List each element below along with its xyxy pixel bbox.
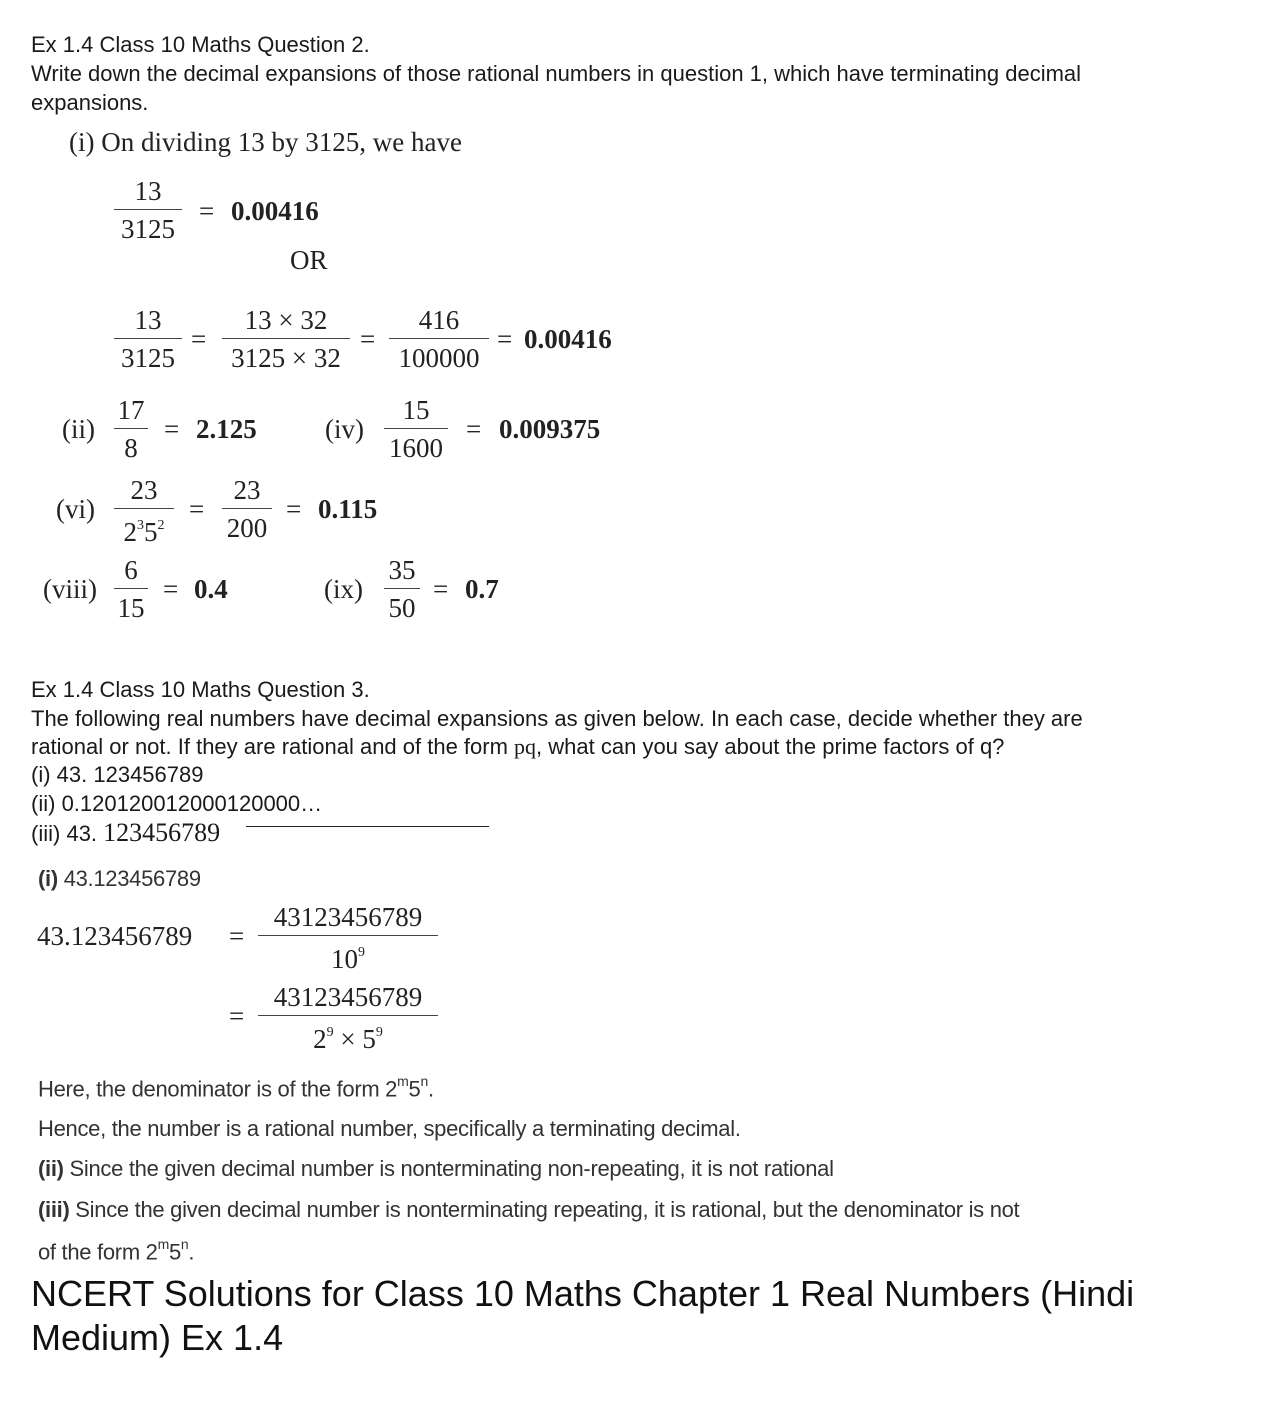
equals-sign: =: [229, 1001, 245, 1031]
equals-sign: =: [497, 324, 513, 354]
q3-solution-part-iii-line2: of the form 2$^m$5$^n$.: [38, 1236, 195, 1265]
q2-chain-result: 0.00416: [524, 324, 612, 354]
q3-heading: Ex 1.4 Class 10 Maths Question 3.: [31, 677, 370, 702]
fraction-17-8: 17 8: [114, 395, 148, 463]
footer-heading-line2: Medium) Ex 1.4: [31, 1317, 284, 1358]
pq-notation: pq: [514, 734, 537, 759]
fraction-43123456789-2pow9-5pow9: 43123456789 $2^9 \times 5^9$: [258, 982, 438, 1054]
chain-fraction-2: 13 × 32 3125 × 32: [222, 305, 350, 373]
q2-part-i-result: 0.00416: [231, 196, 319, 226]
fraction-23-200: 23 200: [222, 475, 272, 543]
q2-part-viii-result: 0.4: [194, 574, 228, 604]
q2-heading: Ex 1.4 Class 10 Maths Question 2.: [31, 32, 370, 57]
equals-sign: =: [433, 574, 449, 604]
equals-sign: =: [163, 574, 179, 604]
q3-solution-line2: Hence, the number is a rational number, specifically a terminating decimal.: [38, 1116, 741, 1141]
q3-question-line1: The following real numbers have decimal expansions as given below. In each case, decide whether they are: [31, 706, 1083, 731]
q3-solution-part-i: (i) 43.123456789: [38, 866, 201, 891]
q3-item-iii: (iii) 43. 123456789: [31, 818, 221, 847]
equals-sign: =: [286, 494, 302, 524]
fraction-15-1600: 15 1600: [384, 395, 448, 463]
q3-solution-part-iii: (iii) Since the given decimal number is nonterminating repeating, it is rational, but the denominator is not: [38, 1197, 1020, 1222]
fraction-43123456789-10pow9: 43123456789 $10^9$: [258, 902, 438, 974]
repeating-overline: [246, 826, 489, 827]
q3-solution-line1: Here, the denominator is of the form 2$^m$5$^n$.: [38, 1073, 434, 1102]
fraction-35-50: 35 50: [384, 555, 420, 623]
q2-part-vi-label: (vi): [56, 494, 95, 524]
equals-sign: =: [189, 494, 205, 524]
chain-fraction-1: 13 3125: [114, 305, 182, 373]
q3-item-i: (i) 43. 123456789: [31, 762, 204, 787]
q2-part-iv-result: 0.009375: [499, 414, 601, 444]
q2-part-vi-result: 0.115: [318, 494, 378, 524]
q2-part-iv-label: (iv): [325, 414, 364, 444]
q3-question-line2: rational or not. If they are rational and of the form pq, what can you say about the prime factors of q?: [31, 734, 1005, 759]
q3-lhs: 43.123456789: [37, 921, 193, 951]
q2-question-line1: Write down the decimal expansions of those rational numbers in question 1, which have terminating decimal: [31, 61, 1082, 86]
fraction-23-2cubed5squared: 23 $2^35^2$: [114, 475, 174, 547]
equals-sign: =: [199, 196, 215, 226]
chain-fraction-3: 416 100000: [389, 305, 489, 373]
q2-part-i-intro: (i) On dividing 13 by 3125, we have: [69, 127, 462, 157]
q2-question-line2: expansions.: [31, 90, 149, 115]
q3-solution-part-ii: (ii) Since the given decimal number is nonterminating non-repeating, it is not rational: [38, 1156, 834, 1181]
footer-heading-line1: NCERT Solutions for Class 10 Maths Chapter 1 Real Numbers (Hindi: [31, 1273, 1135, 1314]
q2-part-viii-label: (viii): [43, 574, 97, 604]
equals-sign: =: [164, 414, 180, 444]
equals-sign: =: [191, 324, 207, 354]
fraction-6-15: 6 15: [114, 555, 148, 623]
q2-part-ix-result: 0.7: [465, 574, 499, 604]
equals-sign: =: [466, 414, 482, 444]
or-label: OR: [290, 245, 328, 275]
q2-part-ii-label: (ii): [62, 414, 95, 444]
q3-item-ii: (ii) 0.120120012000120000…: [31, 791, 323, 816]
fraction-bar: [114, 209, 182, 210]
q2-part-ii-result: 2.125: [196, 414, 257, 444]
fraction-13-3125: 13 3125: [114, 176, 182, 244]
equals-sign: =: [360, 324, 376, 354]
equals-sign: =: [229, 921, 245, 951]
q2-part-ix-label: (ix): [324, 574, 363, 604]
